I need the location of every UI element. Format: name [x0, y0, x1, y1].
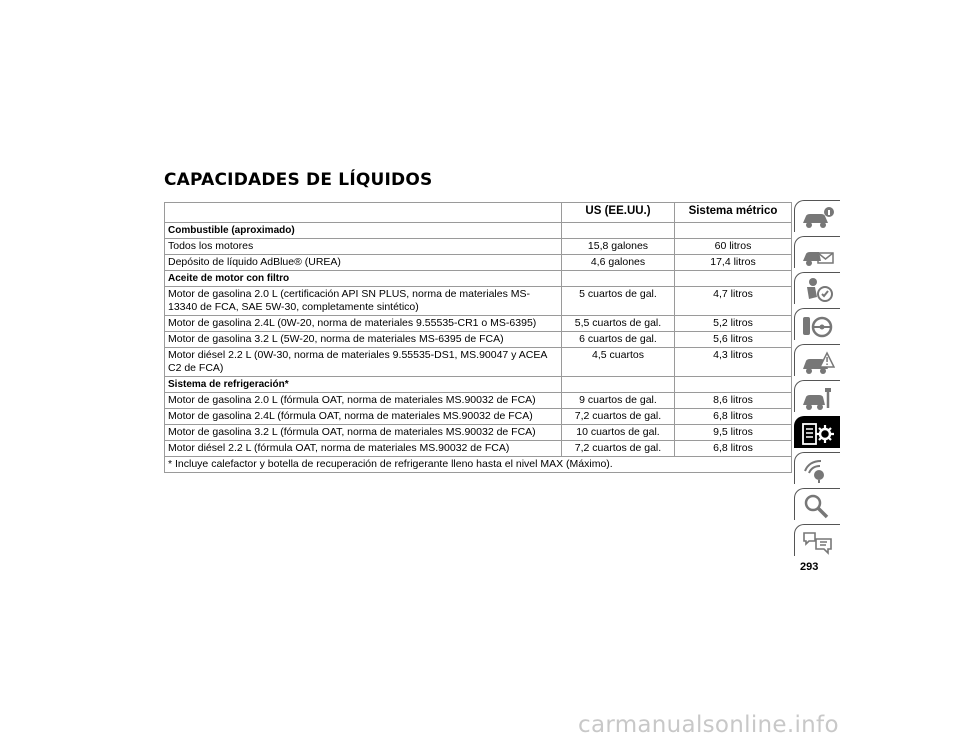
us-capacity: 9 cuartos de gal. — [562, 393, 675, 409]
metric-capacity: 9,5 litros — [675, 425, 792, 441]
tab-car-emergency[interactable] — [794, 344, 840, 376]
section-label: Combustible (aproximado) — [165, 223, 562, 239]
multimedia-icon — [801, 457, 835, 483]
tab-seat-safety[interactable] — [794, 272, 840, 304]
table-row — [165, 348, 792, 377]
us-capacity: 5 cuartos de gal. — [562, 287, 675, 316]
table-section-row — [165, 377, 792, 393]
fluid-description: Motor de gasolina 2.0 L (fórmula OAT, norma de materiales MS.90032 de FCA) — [165, 393, 562, 409]
us-capacity — [562, 223, 675, 239]
metric-capacity — [675, 223, 792, 239]
watermark-text: carmanualsonline.info — [578, 712, 839, 738]
page-number: 293 — [800, 561, 819, 573]
table-section-row — [165, 223, 792, 239]
section-label: Aceite de motor con filtro — [165, 271, 562, 287]
tab-car-warning[interactable] — [794, 236, 840, 268]
specifications-gear-icon — [801, 421, 835, 447]
table-footnote-row — [165, 457, 792, 473]
header-us: US (EE.UU.) — [562, 203, 675, 223]
metric-capacity: 4,3 litros — [675, 348, 792, 377]
section-label: Sistema de refrigeración* — [165, 377, 562, 393]
us-capacity: 7,2 cuartos de gal. — [562, 441, 675, 457]
us-capacity: 5,5 cuartos de gal. — [562, 316, 675, 332]
metric-capacity: 6,8 litros — [675, 409, 792, 425]
fluid-description: Motor de gasolina 3.2 L (5W-20, norma de materiales MS-6395 de FCA) — [165, 332, 562, 348]
fluid-description: Motor diésel 2.2 L (fórmula OAT, norma de materiales MS.90032 de FCA) — [165, 441, 562, 457]
fluid-capacities-table — [164, 202, 792, 473]
car-warning-icon — [801, 241, 835, 267]
tab-car-info[interactable] — [794, 200, 840, 232]
tab-steering[interactable] — [794, 308, 840, 340]
steering-wheel-icon — [801, 313, 835, 339]
us-capacity: 6 cuartos de gal. — [562, 332, 675, 348]
table-row — [165, 332, 792, 348]
seat-safety-icon — [801, 277, 835, 303]
table-row — [165, 393, 792, 409]
fluid-description: Motor de gasolina 2.4L (fórmula OAT, norma de materiales MS.90032 de FCA) — [165, 409, 562, 425]
fluid-description: Motor de gasolina 2.4L (0W-20, norma de materiales 9.55535-CR1 o MS-6395) — [165, 316, 562, 332]
table-row — [165, 255, 792, 271]
table-section-row — [165, 271, 792, 287]
tab-car-service[interactable] — [794, 380, 840, 412]
us-capacity: 10 cuartos de gal. — [562, 425, 675, 441]
metric-capacity — [675, 271, 792, 287]
us-capacity — [562, 271, 675, 287]
us-capacity: 7,2 cuartos de gal. — [562, 409, 675, 425]
metric-capacity: 5,2 litros — [675, 316, 792, 332]
tab-search[interactable] — [794, 488, 840, 520]
table-header-row — [165, 203, 792, 223]
us-capacity: 4,6 galones — [562, 255, 675, 271]
language-icon — [801, 529, 835, 555]
table-row — [165, 287, 792, 316]
table-body — [165, 223, 792, 473]
metric-capacity: 5,6 litros — [675, 332, 792, 348]
car-service-icon — [801, 385, 835, 411]
chapter-tabs — [794, 200, 842, 545]
table-row — [165, 409, 792, 425]
us-capacity: 4,5 cuartos — [562, 348, 675, 377]
fluid-description: Motor diésel 2.2 L (0W-30, norma de materiales 9.55535-DS1, MS.90047 y ACEA C2 de FCA) — [165, 348, 562, 377]
table-row — [165, 441, 792, 457]
fluid-description: Todos los motores — [165, 239, 562, 255]
car-emergency-icon — [801, 349, 835, 375]
footnote: * Incluye calefactor y botella de recuperación de refrigerante lleno hasta el nivel MAX (Máximo). — [165, 457, 792, 473]
table-row — [165, 239, 792, 255]
tab-specifications[interactable] — [794, 416, 840, 448]
header-metric: Sistema métrico — [675, 203, 792, 223]
metric-capacity — [675, 377, 792, 393]
search-index-icon — [801, 493, 835, 519]
metric-capacity: 17,4 litros — [675, 255, 792, 271]
metric-capacity: 60 litros — [675, 239, 792, 255]
us-capacity: 15,8 galones — [562, 239, 675, 255]
tab-multimedia[interactable] — [794, 452, 840, 484]
metric-capacity: 6,8 litros — [675, 441, 792, 457]
metric-capacity: 4,7 litros — [675, 287, 792, 316]
fluid-description: Depósito de líquido AdBlue® (UREA) — [165, 255, 562, 271]
car-info-icon — [801, 205, 835, 231]
fluid-description: Motor de gasolina 2.0 L (certificación API SN PLUS, norma de materiales MS-13340 de FCA, SAE 5W-30, completamente sintético) — [165, 287, 562, 316]
table-row — [165, 425, 792, 441]
header-description — [165, 203, 562, 223]
us-capacity — [562, 377, 675, 393]
page-title: CAPACIDADES DE LÍQUIDOS — [164, 170, 433, 190]
table-row — [165, 316, 792, 332]
fluid-description: Motor de gasolina 3.2 L (fórmula OAT, norma de materiales MS.90032 de FCA) — [165, 425, 562, 441]
metric-capacity: 8,6 litros — [675, 393, 792, 409]
tab-language[interactable] — [794, 524, 840, 556]
